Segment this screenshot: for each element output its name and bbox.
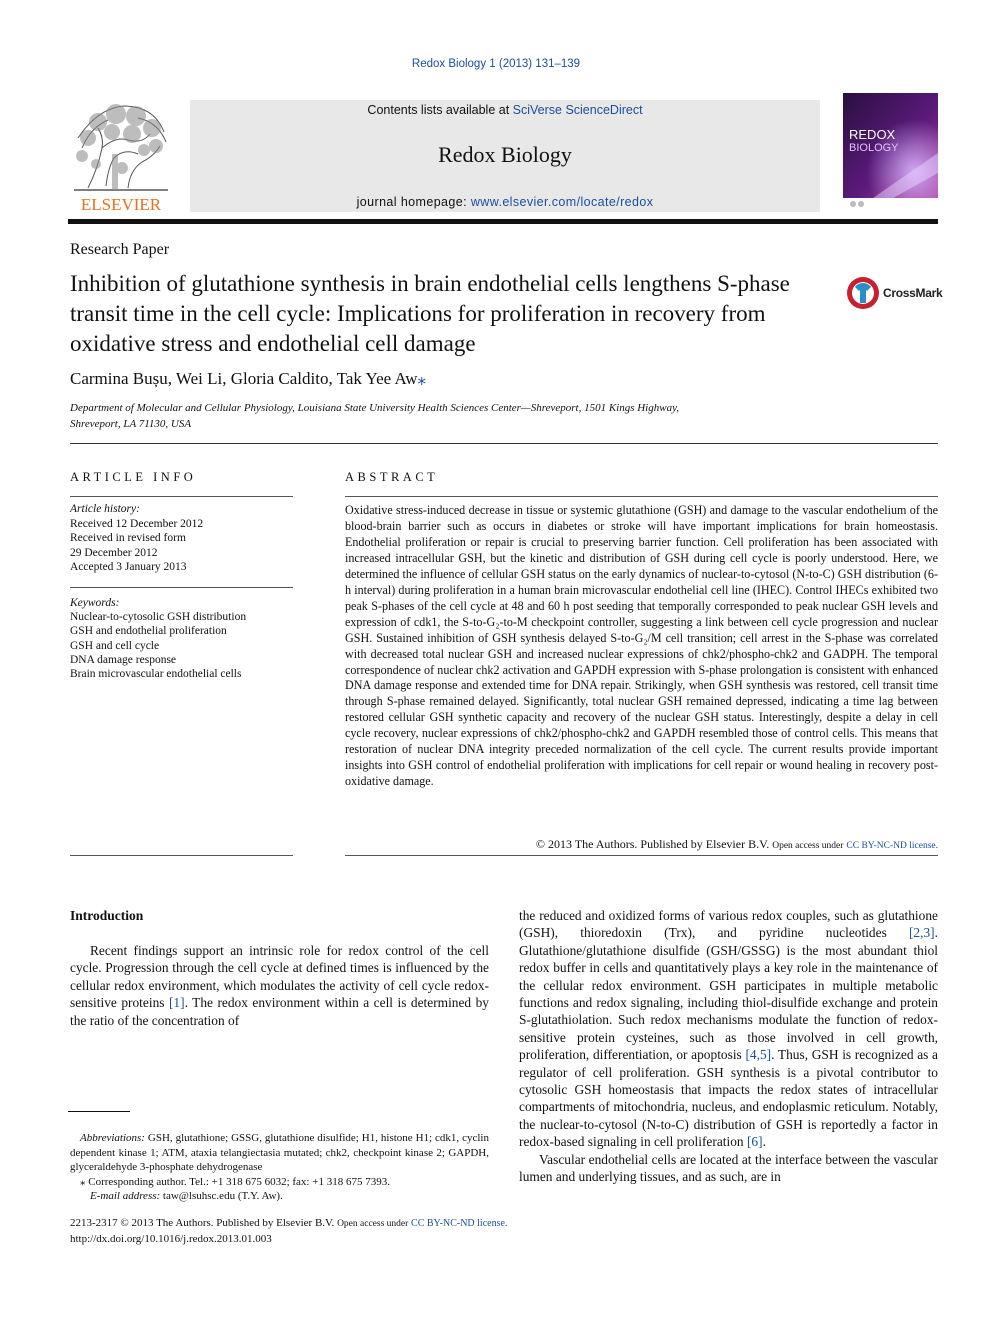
keyword-item: Nuclear-to-cytosolic GSH distribution xyxy=(70,611,247,624)
introduction-paragraph-2: Vascular endothelial cells are located at the interface between the vascular lumen and underlying tissues, and as such, are in xyxy=(519,1151,938,1185)
abstract-rule-top xyxy=(345,496,938,497)
text-run: . The redox environment within a cell is determined by the ratio of the concentration of xyxy=(70,995,489,1028)
license-link[interactable]: CC BY-NC-ND license. xyxy=(411,1218,508,1229)
author-list xyxy=(70,369,426,389)
article-type: Research Paper xyxy=(70,241,170,258)
text-run: . Glutathione/glutathione disulfide (GSH/GSSG) is the most abundant thiol redox buffer in cells and quantitatively plays a key role in the maintenance of the cellular redox environment. GSH participates in multiple metabolic functions and redox signaling, including thiol-disulfide exchange and protein S-glutathiolation. Such redox mechanisms modulate the function of redox-sensitive protein cysteines, such as those involved in cell growth, proliferation, differentiation, or apoptosis xyxy=(519,925,938,1063)
email-address[interactable]: taw@lsuhsc.edu (T.Y. Aw). xyxy=(160,1190,283,1203)
cover-title-1: REDOX xyxy=(849,127,896,142)
sciencedirect-link[interactable]: SciVerse ScienceDirect xyxy=(512,103,643,117)
crossmark-icon xyxy=(845,275,881,311)
keyword-item: Brain microvascular endothelial cells xyxy=(70,668,242,681)
footnotes xyxy=(70,1131,489,1204)
keywords-label: Keywords: xyxy=(70,597,120,609)
history-item: Received 12 December 2012 xyxy=(70,517,204,530)
contents-line xyxy=(190,103,820,117)
elsevier-logo[interactable] xyxy=(68,98,174,214)
open-access-text: Open access under xyxy=(337,1219,409,1229)
email-label: E-mail address: xyxy=(90,1190,161,1203)
history-item: Accepted 3 January 2013 xyxy=(70,561,187,574)
journal-banner xyxy=(190,100,820,212)
homepage-prefix: journal homepage: xyxy=(356,195,471,209)
reference-link[interactable]: [4,5] xyxy=(745,1047,772,1063)
crossmark-button[interactable] xyxy=(845,275,943,311)
article-info-rule-mid xyxy=(70,587,293,588)
text-run: . Thus, GSH is recognized as a regulator of cell proliferation. GSH synthesis is a pivotal contributor to cytosolic GSH homeostasis that impacts the redox states of intracellular compartments of mitochondria, nucleus, and endoplasmic reticulum. Notably, the nuclear-to-cytosol (N-to-C) distribution of GSH is reportedly a factor in redox-based signaling in cell proliferation xyxy=(519,1047,939,1150)
corresponding-footnote: ⁎ Corresponding author. Tel.: +1 318 675 6032; fax: +1 318 675 7393. xyxy=(80,1175,390,1188)
doi-link[interactable]: http://dx.doi.org/10.1016/j.redox.2013.01.003 xyxy=(70,1233,272,1245)
abbreviations-footnote xyxy=(70,1131,489,1175)
journal-title: Redox Biology xyxy=(438,142,572,167)
footnote-rule xyxy=(68,1111,130,1112)
abbreviations-label: Abbreviations: xyxy=(80,1132,145,1144)
issn-copyright: 2213-2317 © 2013 The Authors. Published by Elsevier B.V. xyxy=(70,1217,335,1229)
introduction-heading: Introduction xyxy=(70,908,144,923)
copyright-text: © 2013 The Authors. Published by Elsevier B.V. xyxy=(535,837,770,851)
license-link[interactable]: CC BY-NC-ND license. xyxy=(846,841,938,851)
text-run: . xyxy=(762,1134,766,1150)
article-info-rule-top xyxy=(70,496,293,497)
corresponding-author-mark[interactable]: ⁎ xyxy=(417,369,427,388)
abbreviations-text: GSH, glutathione; GSSG, glutathione disulfide; H1, histone H1; cdk1, cyclin dependent kinase 1; ATM, ataxia telangiectasia mutated; chk2, checkpoint kinase 2; GAPDH, glyceraldehyde 3-phosphate dehydrogenase xyxy=(70,1132,489,1174)
introduction-paragraph-1-continued xyxy=(519,907,938,1151)
reference-link[interactable]: [6] xyxy=(746,1134,763,1150)
reference-link[interactable]: [2,3] xyxy=(908,925,935,941)
cover-image xyxy=(843,93,938,210)
journal-citation[interactable]: Redox Biology 1 (2013) 131–139 xyxy=(411,58,581,70)
homepage-line xyxy=(190,195,820,209)
affiliation-rule xyxy=(70,443,938,444)
contents-prefix: Contents lists available at xyxy=(367,103,513,117)
introduction-column-2 xyxy=(519,907,938,1186)
email-footnote xyxy=(70,1189,489,1204)
authors-text: Carmina Bușu, Wei Li, Gloria Caldito, Tak Yee Aw xyxy=(70,369,418,388)
journal-cover[interactable] xyxy=(843,93,938,210)
crossmark-label: CrossMark xyxy=(883,286,943,300)
abstract-copyright xyxy=(345,837,938,852)
reference-link[interactable]: [1] xyxy=(168,995,185,1011)
cover-title-2: BIOLOGY xyxy=(849,142,899,154)
keyword-item: DNA damage response xyxy=(70,653,177,666)
keywords xyxy=(70,596,293,681)
abstract-text: Oxidative stress-induced decrease in tissue or systemic glutathione (GSH) and damage to the vascular endothelium of the blood-brain barrier such as occurs in diabetes or stroke will have important implications for brain homeostasis. Endothelial proliferation or repair is crucial to preserving barrier function. Cell proliferation has been associated with increased intracellular GSH, but the kinetic and distribution of GSH during cell cycle is poorly understood. Here, we determined the influence of cellular GSH status on the early dynamics of nuclear-to-cytosol (N-to-C) GSH distribution (6-h interval) during proliferation in a human brain microvascular endothelial cell line (IHEC). Control IHECs exhibited two peak S-phases of the cell cycle at 48 and 60 h post seeding that temporally corresponded to peak nuclear GSH levels and expression of cdk1, the S-to-G₂-to-M checkpoint controller, suggesting a link between cell cycle progression and nuclear GSH. Sustained inhibition of GSH synthesis delayed S-to-G₂/M cell transition; cell arrest in the S-phase was correlated with decreased total nuclear GSH and increased nuclear expressions of chk2/phospho-chk2 and GADPH. The temporal correspondence of nuclear chk2 activation and GAPDH expression with S-phase prolongation is consistent with enhanced DNA damage response and extended time for DNA repair. Strikingly, when GSH synthesis was restored, cell transit time through S-phase remained delayed. Significantly, total nuclear GSH remained depressed, indicating a time lag between restored cellular GSH synthetic capacity and recovery of the nuclear GSH status. Interestingly, despite a delay in cell cycle recovery, nuclear expressions of chk2/phospho-chk2 and GAPDH resembled those of control cells. This means that restoration of nuclear DNA integrity preceded normalization of the cell cycle. The current results provide important insights into GSH control of endothelial proliferation with implications for cell repair or wound healing in recovery post-oxidative damage. xyxy=(345,503,938,789)
abstract-heading: ABSTRACT xyxy=(345,470,439,484)
elsevier-tree-icon xyxy=(68,98,174,214)
introduction-paragraph-1 xyxy=(70,942,489,1029)
homepage-link[interactable]: www.elsevier.com/locate/redox xyxy=(470,195,654,209)
history-item: 29 December 2012 xyxy=(70,546,158,559)
affiliation xyxy=(70,401,770,432)
article-history xyxy=(70,502,293,575)
affiliation-line-2: Shreveport, LA 71130, USA xyxy=(70,417,192,430)
header-rule xyxy=(68,219,938,224)
issn-block xyxy=(70,1216,507,1247)
article-info-rule-bottom xyxy=(70,855,293,856)
text-run: Recent findings support an intrinsic role for redox control of the cell cycle. Progression through the cell cycle at defined times is influenced by the cellular redox environment, which modulates the activity of cell cycle redox-sensitive proteins xyxy=(70,943,489,1011)
text-run: the reduced and oxidized forms of various redox couples, such as glutathione (GSH), thioredoxin (Trx), and pyridine nucleotides xyxy=(519,908,938,941)
affiliation-line-1: Department of Molecular and Cellular Physiology, Louisiana State University Health Sciences Center—Shreveport, 1501 Kings Highway, xyxy=(70,402,680,414)
article-info-heading: ARTICLE INFO xyxy=(70,470,197,484)
article-title: Inhibition of glutathione synthesis in brain endothelial cells lengthens S-phase transit time in the cell cycle: Implications for proliferation in recovery from oxidative stress and endothelial cell damage xyxy=(70,271,790,356)
history-item: Received in revised form xyxy=(70,532,186,545)
abstract-rule-bottom xyxy=(345,855,938,856)
history-label: Article history: xyxy=(70,503,140,515)
open-access-text: Open access under xyxy=(772,841,844,851)
keyword-item: GSH and cell cycle xyxy=(70,639,160,652)
elsevier-wordmark: ELSEVIER xyxy=(80,195,162,214)
issn-line xyxy=(70,1216,507,1232)
keyword-item: GSH and endothelial proliferation xyxy=(70,625,227,638)
